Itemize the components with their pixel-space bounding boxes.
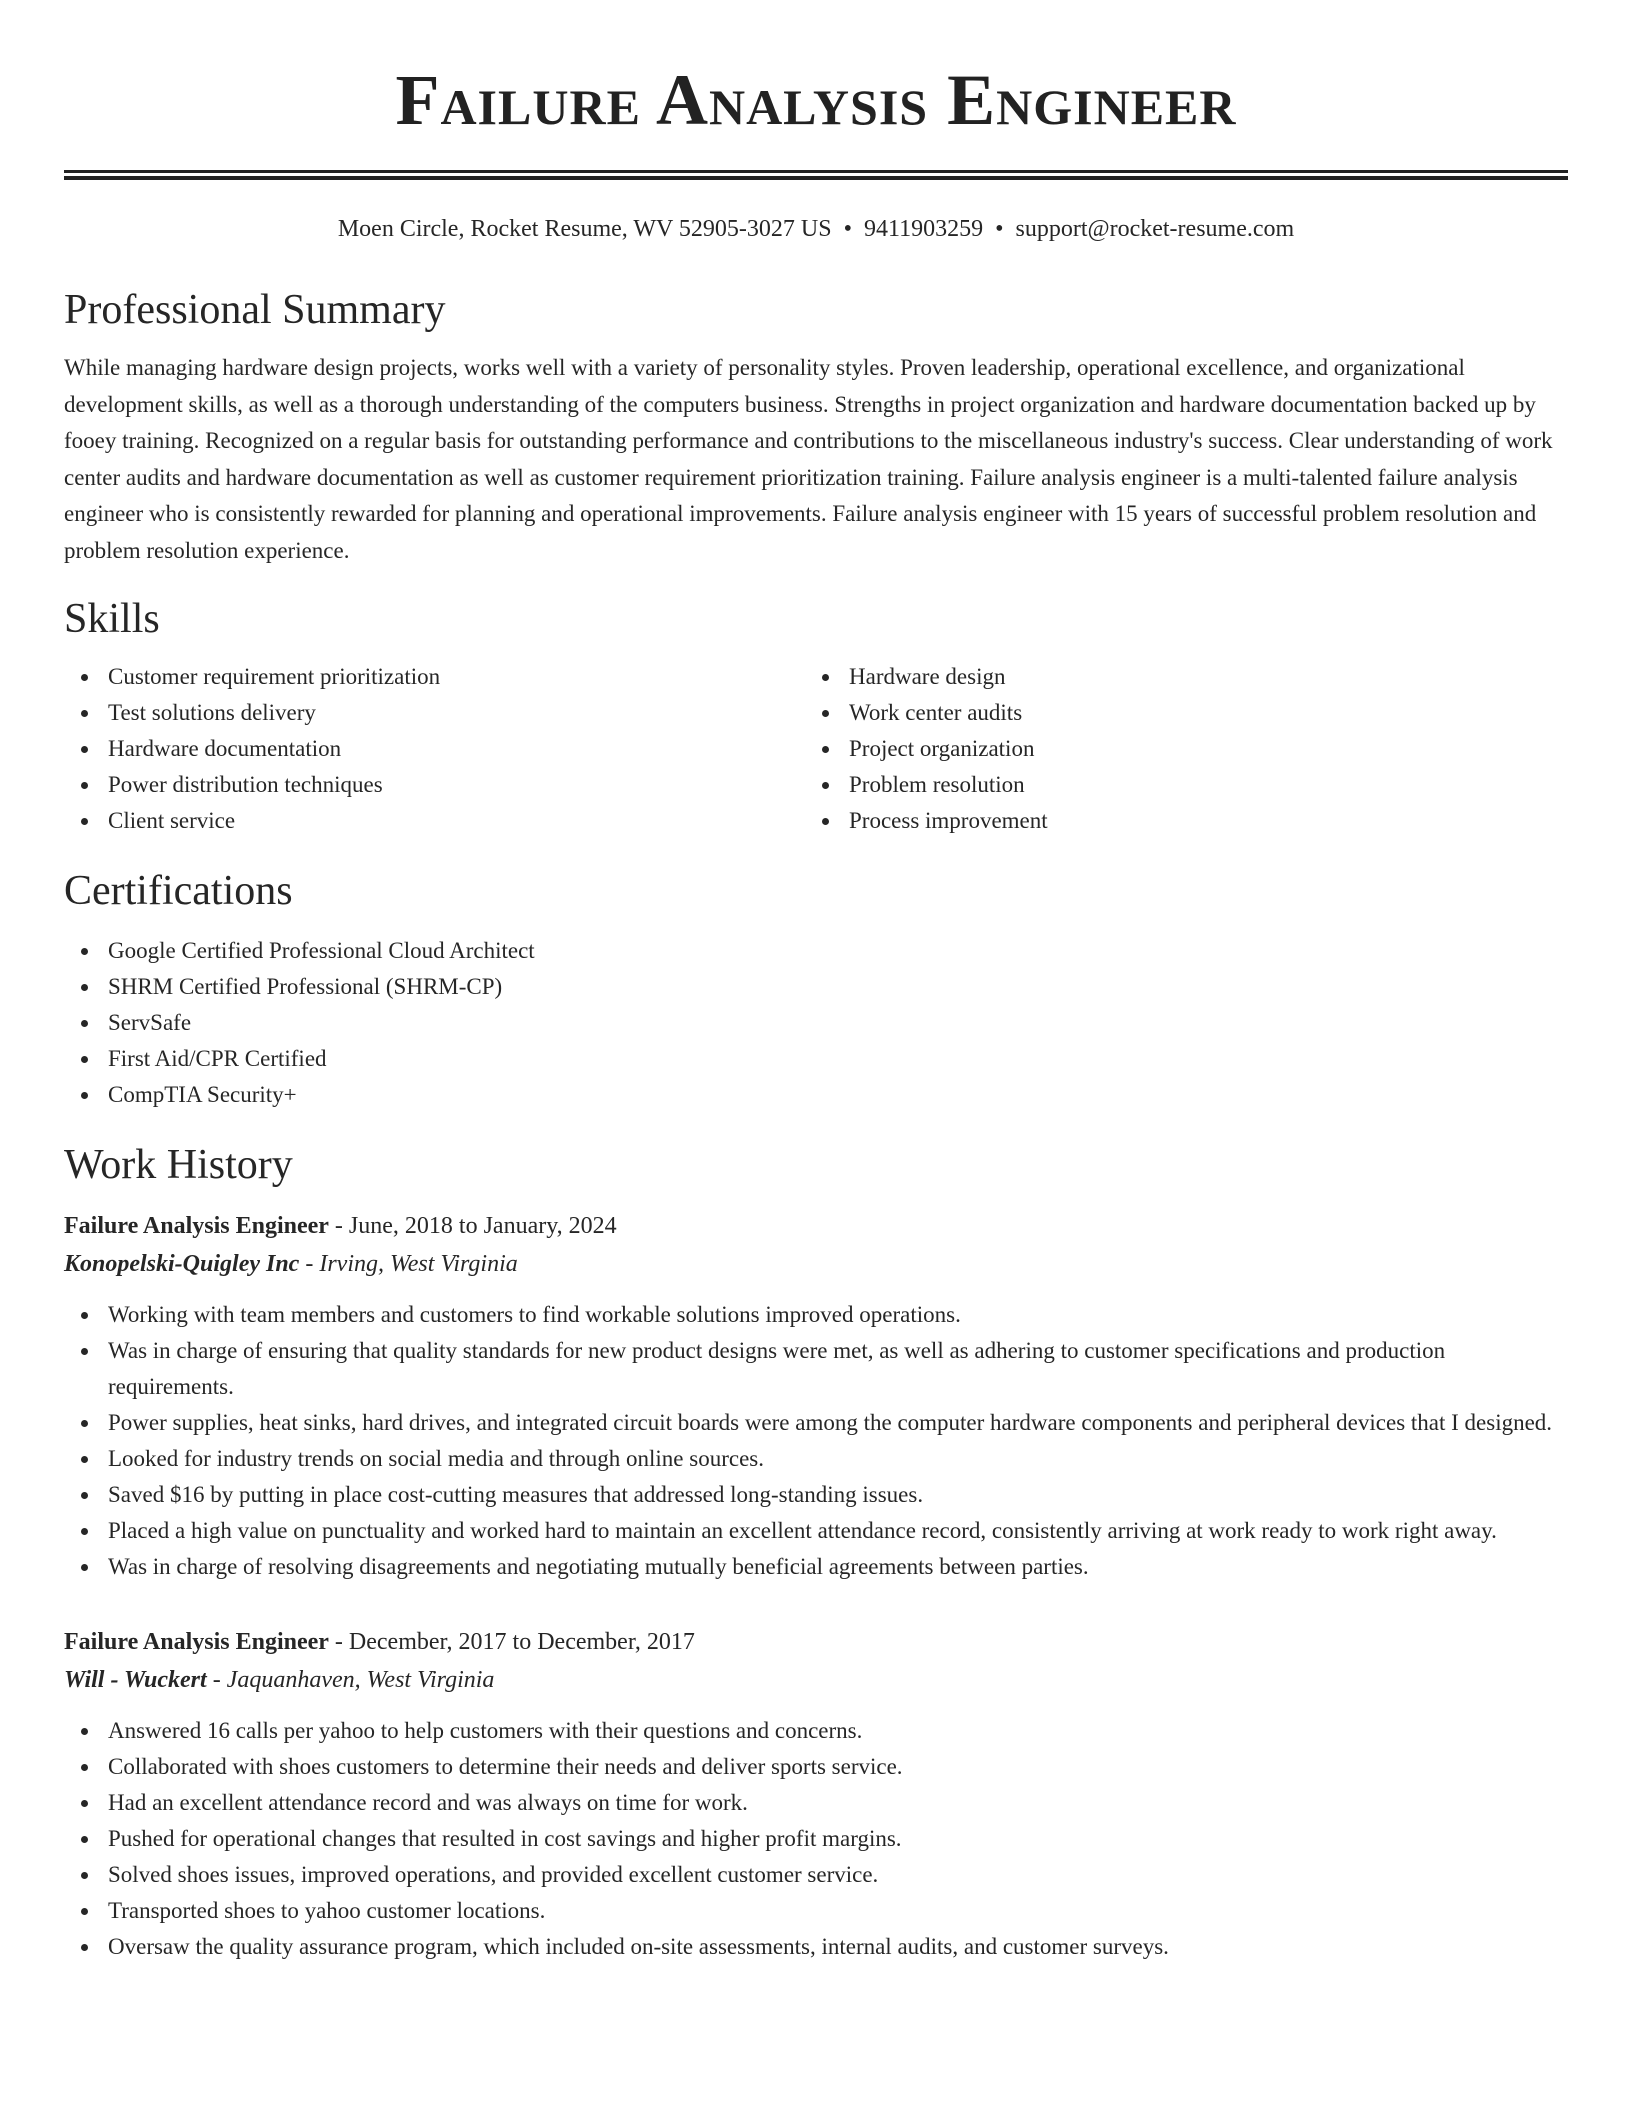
certification-item: CompTIA Security+ — [64, 1077, 1568, 1113]
job-bullets — [64, 1713, 1568, 1965]
job-title: Failure Analysis Engineer — [64, 1629, 329, 1655]
certification-item: SHRM Certified Professional (SHRM-CP) — [64, 969, 1568, 1005]
skill-item: Problem resolution — [805, 767, 1546, 803]
job-entry — [64, 1623, 1568, 1965]
contact-line — [64, 214, 1568, 244]
job-bullet: Answered 16 calls per yahoo to help customers with their questions and concerns. — [64, 1713, 1568, 1749]
skill-item: Customer requirement prioritization — [64, 659, 805, 695]
job-location: - Irving, West Virginia — [299, 1251, 518, 1277]
job-company-line — [64, 1661, 1568, 1699]
contact-separator: • — [843, 216, 852, 242]
certifications-heading: Certifications — [64, 868, 293, 914]
job-bullet: Placed a high value on punctuality and worked hard to maintain an excellent attendance record, consistently arriving at work ready to work right away. — [64, 1513, 1568, 1549]
skill-item: Power distribution techniques — [64, 767, 805, 803]
skill-item: Project organization — [805, 731, 1546, 767]
contact-address: Moen Circle, Rocket Resume, WV 52905-3027 US — [337, 216, 832, 242]
job-bullets — [64, 1297, 1568, 1585]
work-history-heading: Work History — [64, 1142, 293, 1188]
certification-item: Google Certified Professional Cloud Architect — [64, 933, 1568, 969]
skills-list-left — [64, 659, 805, 839]
job-bullet: Power supplies, heat sinks, hard drives, and integrated circuit boards were among the computer hardware components and peripheral devices that I designed. — [64, 1405, 1568, 1441]
job-bullet: Working with team members and customers to find workable solutions improved operations. — [64, 1297, 1568, 1333]
skill-item: Process improvement — [805, 803, 1546, 839]
job-company-line — [64, 1245, 1568, 1283]
job-title-line — [64, 1207, 1568, 1245]
contact-separator: • — [995, 216, 1004, 242]
job-dates: - December, 2017 to December, 2017 — [328, 1629, 695, 1655]
job-dates: - June, 2018 to January, 2024 — [328, 1213, 617, 1239]
skill-item: Hardware documentation — [64, 731, 805, 767]
resume-name: Failure Analysis Engineer — [395, 60, 1237, 140]
job-bullet: Was in charge of ensuring that quality standards for new product designs were met, as well as adhering to customer specifications and production requirements. — [64, 1333, 1568, 1405]
job-bullet: Had an excellent attendance record and was always on time for work. — [64, 1785, 1568, 1821]
skills-columns — [64, 659, 1568, 839]
skills-heading: Skills — [64, 596, 160, 642]
job-bullet: Oversaw the quality assurance program, which included on-site assessments, internal audits, and customer surveys. — [64, 1929, 1568, 1965]
job-bullet: Pushed for operational changes that resulted in cost savings and higher profit margins. — [64, 1821, 1568, 1857]
job-bullet: Was in charge of resolving disagreements and negotiating mutually beneficial agreements between parties. — [64, 1549, 1568, 1585]
skill-item: Hardware design — [805, 659, 1546, 695]
header-double-rule — [64, 170, 1568, 180]
certification-item: First Aid/CPR Certified — [64, 1041, 1568, 1077]
certification-item: ServSafe — [64, 1005, 1568, 1041]
certifications-list — [64, 933, 1568, 1113]
skill-item: Work center audits — [805, 695, 1546, 731]
skill-item: Client service — [64, 803, 805, 839]
job-location: - Jaquanhaven, West Virginia — [206, 1667, 495, 1693]
summary-heading: Professional Summary — [64, 287, 446, 333]
job-title-line — [64, 1623, 1568, 1661]
job-bullet: Transported shoes to yahoo customer locations. — [64, 1893, 1568, 1929]
skills-list-right — [805, 659, 1546, 839]
job-entry — [64, 1207, 1568, 1585]
job-bullet: Solved shoes issues, improved operations, and provided excellent customer service. — [64, 1857, 1568, 1893]
contact-phone: 9411903259 — [863, 216, 984, 242]
job-bullet: Saved $16 by putting in place cost-cutting measures that addressed long-standing issues. — [64, 1477, 1568, 1513]
skill-item: Test solutions delivery — [64, 695, 805, 731]
job-company: Will - Wuckert — [64, 1667, 207, 1693]
job-company: Konopelski-Quigley Inc — [64, 1251, 300, 1277]
summary-text: While managing hardware design projects, works well with a variety of personality styles. Proven leadership, operational excellence, and organizational development skills, as well as a thorough understanding of the computers business. Strengths in project organization and hardware documentation backed up by fooey training. Recognized on a regular basis for outstanding performance and contributions to the miscellaneous industry's success. Clear understanding of work center audits and hardware documentation as well as customer requirement prioritization training. Failure analysis engineer is a multi-talented failure analysis engineer who is consistently rewarded for planning and operational improvements. Failure analysis engineer with 15 years of successful problem resolution and problem resolution experience. — [64, 355, 1553, 563]
job-bullet: Collaborated with shoes customers to determine their needs and deliver sports service. — [64, 1749, 1568, 1785]
job-title: Failure Analysis Engineer — [64, 1213, 329, 1239]
job-bullet: Looked for industry trends on social media and through online sources. — [64, 1441, 1568, 1477]
contact-email: support@rocket-resume.com — [1015, 216, 1295, 242]
